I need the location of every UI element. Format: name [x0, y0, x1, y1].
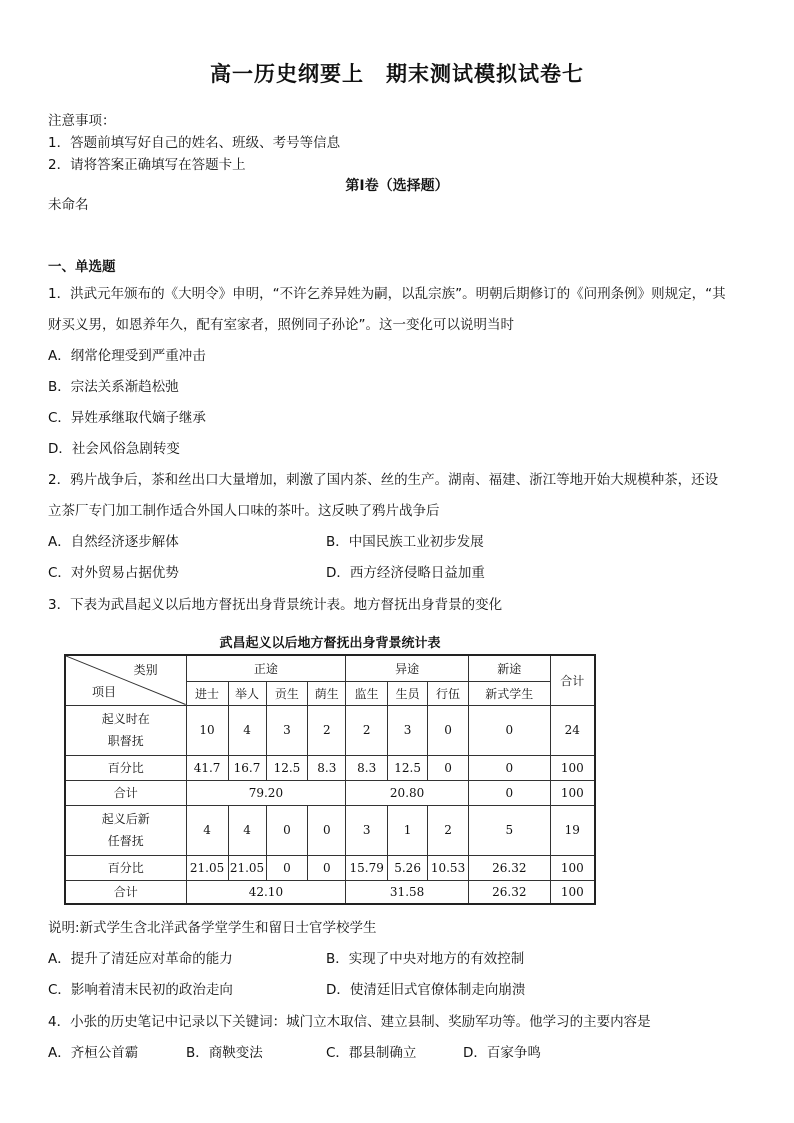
- q2-option-c: C．对外贸易占据优势: [48, 565, 179, 581]
- table-cell: 12.5: [388, 755, 428, 780]
- q3-option-d: D．使清廷旧式官僚体制走向崩溃: [326, 982, 526, 998]
- table-cell: 0: [469, 755, 551, 780]
- q1-option-d: D．社会风俗急剧转变: [48, 441, 180, 457]
- row-label: 起义时在 职督抚: [65, 705, 186, 755]
- q4-option-d: D．百家争鸣: [463, 1045, 541, 1061]
- subheader-cell: 新式学生: [469, 681, 551, 705]
- table-cell: 3: [266, 705, 308, 755]
- table-cell: 0: [266, 805, 308, 855]
- table-cell: 10.53: [428, 855, 469, 880]
- q2-option-d: D．西方经济侵略日益加重: [326, 565, 485, 581]
- header-yitu: 异途: [346, 655, 469, 681]
- table-cell: 2: [346, 705, 388, 755]
- table-cell: 12.5: [266, 755, 308, 780]
- q1-stem-line1: 1．洪武元年颁布的《大明令》申明，“不许乞养异姓为嗣，以乱宗族”。明朝后期修订的《问刑条例》则规定，“其: [48, 286, 726, 302]
- table-cell: 0: [428, 705, 469, 755]
- table-cell: 16.7: [228, 755, 266, 780]
- table-cell: 0: [469, 705, 551, 755]
- header-xintu: 新途: [469, 655, 551, 681]
- table-cell: 100: [550, 755, 595, 780]
- header-total: 合计: [550, 655, 595, 705]
- notice-heading: 注意事项：: [48, 113, 116, 129]
- table-cell: 0: [428, 755, 469, 780]
- table-row: [65, 755, 595, 780]
- table-cell: 0: [469, 780, 551, 805]
- q3-option-c: C．影响着清末民初的政治走向: [48, 982, 233, 998]
- table-row: [65, 855, 595, 880]
- row-label: 合计: [65, 780, 186, 805]
- unnamed-label: 未命名: [48, 197, 89, 213]
- q1-option-b: B．宗法关系渐趋松弛: [48, 379, 179, 395]
- header-zhengtu: 正途: [186, 655, 346, 681]
- table-cell: 4: [186, 805, 228, 855]
- table-corner-header: [65, 655, 186, 705]
- q1-option-a: A．纲常伦理受到严重冲击: [48, 348, 206, 364]
- table-cell: 8.3: [346, 755, 388, 780]
- header-category: 类别: [133, 663, 158, 677]
- table-cell: 0: [308, 805, 346, 855]
- subheader-cell: 进士: [186, 681, 228, 705]
- table-title: 武昌起义以后地方督抚出身背景统计表: [219, 636, 441, 651]
- table-cell: 8.3: [308, 755, 346, 780]
- q2-option-a: A．自然经济逐步解体: [48, 534, 179, 550]
- table-cell: 21.05: [186, 855, 228, 880]
- q2-stem-line2: 立茶厂专门加工制作适合外国人口味的茶叶。这反映了鸦片战争后: [48, 503, 440, 519]
- table-cell: 0: [308, 855, 346, 880]
- subheader-cell: 荫生: [308, 681, 346, 705]
- table-cell: 31.58: [346, 880, 469, 904]
- section-heading: 一、单选题: [48, 259, 116, 275]
- table-cell: 4: [228, 705, 266, 755]
- row-label: 百分比: [65, 755, 186, 780]
- table-cell: 3: [346, 805, 388, 855]
- table-cell: 79.20: [186, 780, 346, 805]
- subheader-cell: 贡生: [266, 681, 308, 705]
- row-label: 起义后新 任督抚: [65, 805, 186, 855]
- subheader-cell: 生员: [388, 681, 428, 705]
- table-cell: 21.05: [228, 855, 266, 880]
- table-cell: 10: [186, 705, 228, 755]
- q3-option-a: A．提升了清廷应对革命的能力: [48, 951, 233, 967]
- table-cell: 3: [388, 705, 428, 755]
- volume-title: 第I卷（选择题）: [345, 178, 449, 194]
- table-row: [65, 780, 595, 805]
- table-cell: 100: [550, 780, 595, 805]
- table-cell: 100: [550, 855, 595, 880]
- row-label: 合计: [65, 880, 186, 904]
- table-cell: 19: [550, 805, 595, 855]
- table-row: [65, 880, 595, 904]
- table-cell: 4: [228, 805, 266, 855]
- page-title: 高一历史纲要上 期末测试模拟试卷七: [210, 62, 584, 86]
- notice-item-2: 2．请将答案正确填写在答题卡上: [48, 157, 246, 173]
- table-cell: 100: [550, 880, 595, 904]
- table-cell: 24: [550, 705, 595, 755]
- table-cell: 42.10: [186, 880, 346, 904]
- table-cell: 5.26: [388, 855, 428, 880]
- statistics-table: [64, 654, 596, 905]
- table-cell: 15.79: [346, 855, 388, 880]
- table-cell: 2: [428, 805, 469, 855]
- table-note: 说明:新式学生含北洋武备学堂学生和留日士官学校学生: [48, 920, 377, 936]
- q2-option-b: B．中国民族工业初步发展: [326, 534, 484, 550]
- q4-option-b: B．商鞅变法: [186, 1045, 263, 1061]
- table-cell: 2: [308, 705, 346, 755]
- q3-stem: 3．下表为武昌起义以后地方督抚出身背景统计表。地方督抚出身背景的变化: [48, 597, 503, 613]
- table-cell: 26.32: [469, 855, 551, 880]
- subheader-cell: 举人: [228, 681, 266, 705]
- q3-option-b: B．实现了中央对地方的有效控制: [326, 951, 525, 967]
- table-cell: 26.32: [469, 880, 551, 904]
- table-cell: 41.7: [186, 755, 228, 780]
- q1-option-c: C．异姓承继取代嫡子继承: [48, 410, 206, 426]
- row-label: 百分比: [65, 855, 186, 880]
- header-item: 项目: [92, 684, 117, 699]
- q4-option-c: C．郡县制确立: [326, 1045, 417, 1061]
- q1-stem-line2: 财买义男，如恩养年久，配有室家者，照例同子孙论”。这一变化可以说明当时: [48, 317, 514, 333]
- q4-option-a: A．齐桓公首霸: [48, 1045, 139, 1061]
- table-row: [65, 705, 595, 755]
- table-row: [65, 805, 595, 855]
- q2-stem-line1: 2．鸦片战争后，茶和丝出口大量增加，刺激了国内茶、丝的生产。湖南、福建、浙江等地开始大规模种茶，还设: [48, 472, 719, 488]
- subheader-cell: 监生: [346, 681, 388, 705]
- table-cell: 1: [388, 805, 428, 855]
- table-cell: 0: [266, 855, 308, 880]
- table-cell: 5: [469, 805, 551, 855]
- q4-stem: 4．小张的历史笔记中记录以下关键词：城门立木取信、建立县制、奖励军功等。他学习的主要内容是: [48, 1014, 651, 1030]
- table-cell: 20.80: [346, 780, 469, 805]
- notice-item-1: 1．答题前填写好自己的姓名、班级、考号等信息: [48, 135, 341, 151]
- subheader-cell: 行伍: [428, 681, 469, 705]
